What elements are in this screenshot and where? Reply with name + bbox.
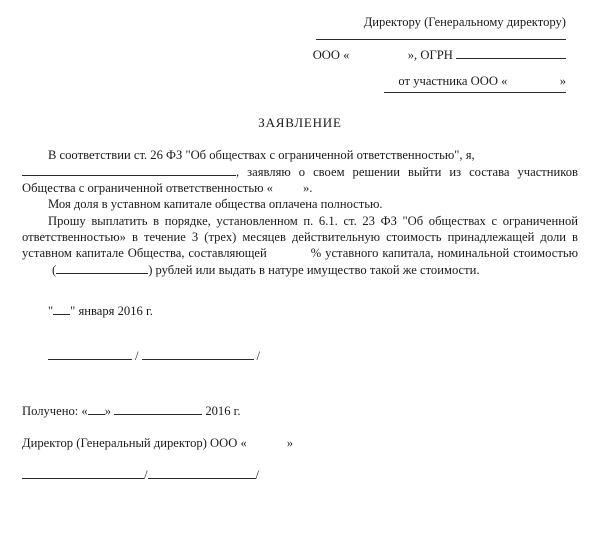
paragraph-share-paid bbox=[22, 196, 578, 212]
declaration-text-part2: , заявляю о своем решении выйти из состава участников Общества с ограниченной ответственностью « bbox=[22, 164, 578, 196]
participant-line bbox=[22, 73, 578, 89]
declarant-name-blank bbox=[22, 175, 236, 176]
received-label: Получено: « bbox=[22, 404, 88, 419]
participant-prefix-label: от участника ООО « bbox=[398, 74, 508, 89]
company-prefix-label: ООО « bbox=[312, 48, 350, 63]
company-name-rule bbox=[316, 39, 566, 40]
declaration-text-part1: В соответствии ст. 26 ФЗ "Об обществах с ограниченной ответственностью", я, bbox=[48, 148, 475, 163]
received-quote-close: » bbox=[104, 404, 112, 419]
payment-request-part2: % уставного капитала, номинальной стоимостью bbox=[310, 246, 578, 261]
date-quote-close: " bbox=[70, 304, 76, 319]
nominal-value-words-blank bbox=[56, 273, 148, 274]
receipt-footer bbox=[22, 404, 578, 483]
document-body bbox=[22, 147, 578, 278]
share-paid-text: Моя доля в уставном капитале общества оплачена полностью. bbox=[48, 197, 383, 212]
director-name-blank bbox=[148, 478, 256, 479]
received-day-blank bbox=[88, 414, 105, 415]
addressee-director-line: Директору (Генеральному директору) bbox=[363, 15, 566, 29]
received-month-blank bbox=[114, 414, 202, 415]
paragraph-declaration bbox=[22, 147, 578, 196]
date-month-year: января 2016 г. bbox=[78, 304, 153, 319]
received-line bbox=[22, 404, 578, 419]
payment-request-part3: ( bbox=[52, 262, 57, 277]
date-day-blank bbox=[53, 314, 70, 315]
director-signature-slash: / bbox=[144, 468, 148, 483]
director-name-slash: / bbox=[255, 468, 259, 483]
applicant-signature-slash: / bbox=[135, 349, 139, 364]
paragraph-payment-request bbox=[22, 213, 578, 278]
applicant-signature-blank bbox=[48, 359, 132, 360]
date-quote-open: " bbox=[48, 304, 54, 319]
applicant-name-blank bbox=[142, 359, 254, 360]
director-signature-row bbox=[22, 468, 578, 483]
received-year: 2016 г. bbox=[205, 404, 241, 419]
director-signature-blank bbox=[22, 478, 144, 479]
date-line bbox=[22, 304, 578, 319]
addressee-header bbox=[22, 14, 578, 93]
company-ogrn-line bbox=[22, 47, 578, 63]
director-label: Директор (Генеральный директор) ООО « bbox=[22, 436, 247, 451]
participant-quote-close: » bbox=[559, 74, 566, 89]
page-title: ЗАЯВЛЕНИЕ bbox=[258, 115, 342, 131]
declaration-text-part3: ». bbox=[302, 181, 313, 196]
participant-details-rule bbox=[384, 92, 566, 93]
payment-request-part4: ) рублей или выдать в натуре имущество такой же стоимости. bbox=[148, 262, 480, 277]
director-line bbox=[22, 436, 578, 451]
ogrn-blank bbox=[456, 58, 566, 59]
company-quote-close: », bbox=[407, 48, 418, 63]
applicant-signature-row bbox=[22, 349, 578, 364]
director-quote-close: » bbox=[286, 436, 294, 451]
applicant-name-slash: / bbox=[256, 349, 260, 364]
ogrn-label: ОГРН bbox=[420, 48, 453, 63]
payment-request-part1: Прошу выплатить в порядке, установленном п. 6.1. ст. 23 ФЗ "Об обществах с ограниченной ответственностью» в течение 3 (трех) месяцев действительную стоимость принадлежащей доли в уставном капитале Общества, составляющей bbox=[22, 213, 578, 261]
